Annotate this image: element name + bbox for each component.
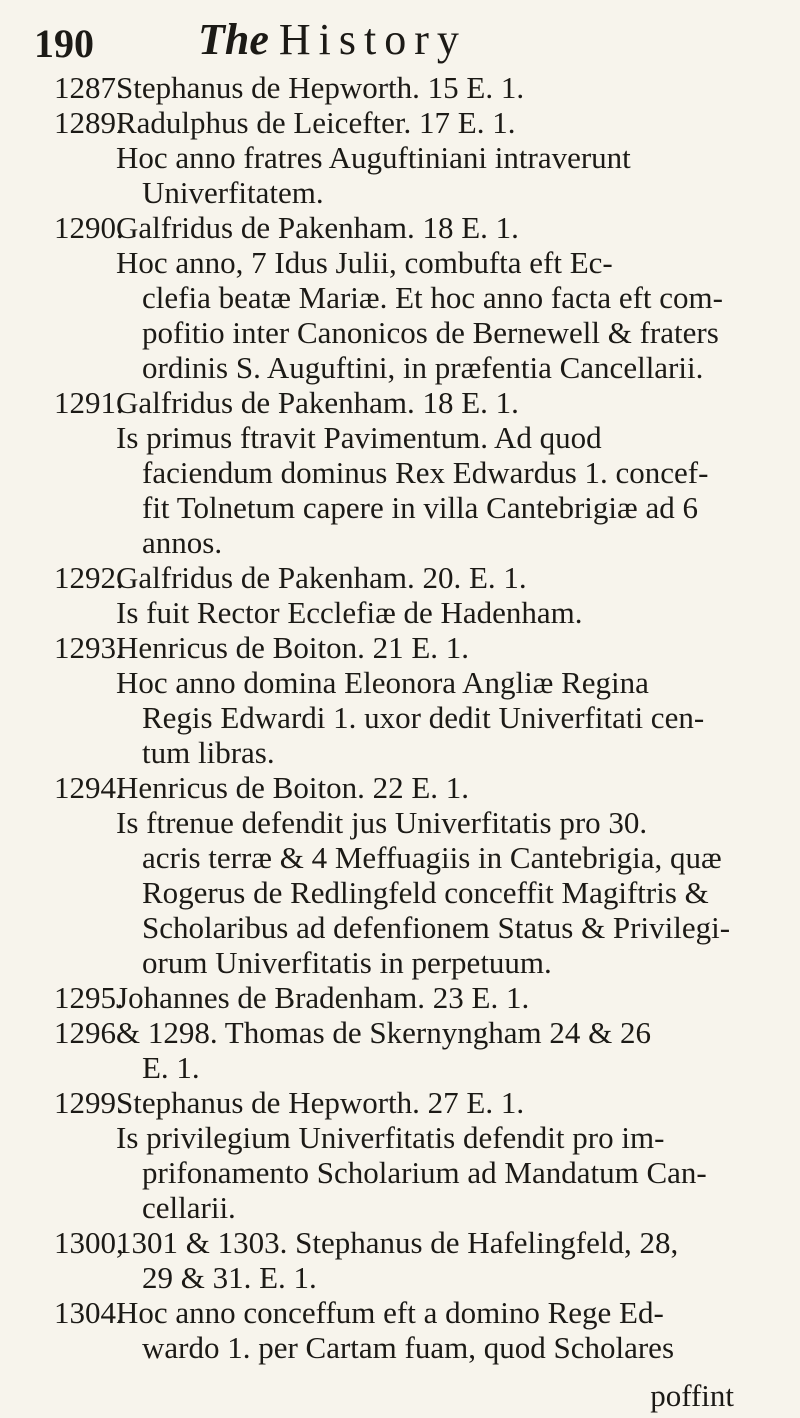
running-title [198,14,467,65]
year-entry [54,630,784,665]
year-entry [54,105,784,140]
year-entry [54,70,784,105]
year-entry [54,1225,784,1260]
note-line: Is privilegium Univerfitatis defendit pro im- [116,1120,665,1155]
note-line: cellarii. [142,1190,236,1225]
running-head [34,14,594,74]
year-entry [54,560,784,595]
year-entry [54,770,784,805]
entry-continuation: 29 & 31. E. 1. [142,1260,317,1295]
entry-text: 1301 & 1303. Stephanus de Hafelingfeld, 28, [116,1225,679,1260]
note-line: ordinis S. Auguftini, in præfentia Cancellarii. [142,350,704,385]
catchword: poffint [650,1378,734,1413]
entry-text: Radulphus de Leicefter. 17 E. 1. [116,105,516,140]
note-line: Regis Edwardi 1. uxor dedit Univerfitati cen- [142,700,705,735]
entry-year: 1293. [54,630,124,665]
note-line: Univerfitatem. [142,175,324,210]
entry-year: 1300, [54,1225,124,1260]
entry-year: 1295. [54,980,124,1015]
page-number: 190 [34,21,94,66]
entry-year: 1296 [54,1015,116,1050]
note-line: acris terræ & 4 Meffuagiis in Cantebrigia, quæ [142,840,722,875]
note-line: Is ftrenue defendit jus Univerfitatis pro 30. [116,805,648,840]
year-entry [54,1295,784,1330]
entry-year: 1294. [54,770,124,805]
note-line: Rogerus de Redlingfeld conceffit Magiftris & [142,875,709,910]
year-entry [54,385,784,420]
entry-text: Galfridus de Pakenham. 20. E. 1. [116,560,527,595]
note-line: faciendum dominus Rex Edwardus 1. concef- [142,455,709,490]
entry-continuation: wardo 1. per Cartam fuam, quod Scholares [142,1330,675,1365]
entry-continuation: E. 1. [142,1050,200,1085]
entry-year: 1292. [54,560,124,595]
entry-text: & 1298. Thomas de Skernyngham 24 & 26 [116,1015,651,1050]
note-line: orum Univerfitatis in perpetuum. [142,945,552,980]
note-line: pofitio inter Canonicos de Bernewell & fraters [142,315,719,350]
year-entry [54,1085,784,1120]
entry-year: 1290. [54,210,124,245]
entry-text: Galfridus de Pakenham. 18 E. 1. [116,210,519,245]
note-line: prifonamento Scholarium ad Mandatum Can- [142,1155,707,1190]
note-line: Is fuit Rector Ecclefiæ de Hadenham. [116,595,583,630]
entry-text: Hoc anno conceffum eft a domino Rege Ed- [116,1295,664,1330]
note-line: Hoc anno domina Eleonora Angliæ Regina [116,665,649,700]
year-entry [54,210,784,245]
note-line: clefia beatæ Mariæ. Et hoc anno facta eft com- [142,280,723,315]
entry-text: Stephanus de Hepworth. 15 E. 1. [116,70,525,105]
entry-year: 1299. [54,1085,124,1120]
entry-text: Johannes de Bradenham. 23 E. 1. [116,980,530,1015]
entry-text: Henricus de Boiton. 21 E. 1. [116,630,470,665]
entry-year: 1287. [54,70,124,105]
entry-year: 1289. [54,105,124,140]
note-line: annos. [142,525,223,560]
note-line: tum libras. [142,735,275,770]
running-title-the: The [198,15,269,64]
note-line: Scholaribus ad defenfionem Status & Privilegi- [142,910,731,945]
note-line: Hoc anno fratres Auguftiniani intraverunt [116,140,631,175]
year-entry [54,1015,784,1050]
entry-text: Galfridus de Pakenham. 18 E. 1. [116,385,519,420]
note-line: Is primus ftravit Pavimentum. Ad quod [116,420,602,455]
note-line: fit Tolnetum capere in villa Cantebrigiæ ad 6 [142,490,698,525]
body-text [54,70,784,1365]
year-entry [54,980,784,1015]
entry-text: Stephanus de Hepworth. 27 E. 1. [116,1085,525,1120]
entry-text: Henricus de Boiton. 22 E. 1. [116,770,470,805]
running-title-word: History [278,15,467,64]
entry-year: 1304. [54,1295,124,1330]
note-line: Hoc anno, 7 Idus Julii, combufta eft Ec- [116,245,613,280]
entry-year: 1291. [54,385,124,420]
